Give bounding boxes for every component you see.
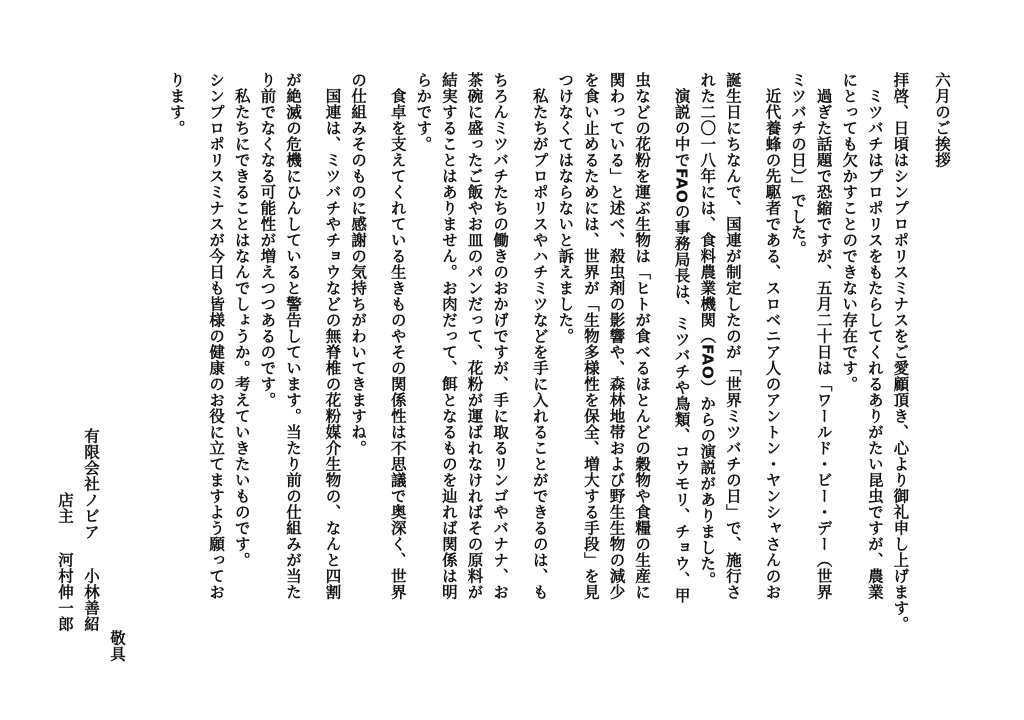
signature-block — [52, 422, 130, 662]
signer-title: 店主 — [56, 492, 74, 524]
paragraph-line: 近代養蜂の先駆者である、スロベニア人のアントン・ヤンシャさんのお — [763, 88, 782, 600]
paragraph-line: れた二〇一八年には、食料農業機関（FAO）からの演説がありました。 — [698, 72, 717, 588]
letter-body — [163, 72, 954, 672]
paragraph-line: 過ぎた話題で恐縮ですが、五月二十日は「ワールド・ビー・デー（世界 — [814, 88, 833, 600]
paragraph-line: が絶滅の危機にひんしていると警告しています。当たり前の仕組みが当た — [283, 72, 302, 600]
paragraph-line: 私たちがプロポリスやハチミツなどを手に入れることができるのは、も — [530, 88, 549, 600]
paragraph-line: の仕組みそのものに感謝の気持ちがわいてきますね。 — [349, 72, 368, 456]
name-spacer — [82, 546, 100, 562]
paragraph-line: り前でなくなる可能性が増えつつあるのです。 — [258, 72, 277, 408]
paragraph-line: 拝啓、日頃はシンプロポリスミナスをご愛顧頂き、心より御礼申し上げます。 — [891, 72, 910, 632]
paragraph-line: つけなくてはならないと訴えました。 — [556, 72, 575, 344]
paragraph-line: シンプロポリスミナスが今日も皆様の健康のお役に立てますよう願ってお — [207, 72, 226, 600]
name-spacer — [56, 530, 74, 546]
paragraph-line: らかです。 — [414, 72, 433, 152]
paragraph-line: 茶碗に盛ったご飯やお皿のパンだって、花粉が運ばれなければその原料が — [465, 72, 484, 600]
letter-title: 六月のご挨拶 — [933, 72, 951, 168]
signer-company-line — [78, 422, 104, 662]
paragraph-line: 虫などの花粉を運ぶ生物は「ヒトが食べるほとんどの穀物や食糧の生産に — [633, 72, 652, 600]
paragraph-line: ります。 — [167, 72, 186, 136]
paragraph-line: ミツバチの日）」でした。 — [789, 72, 808, 257]
closing-word: 敬具 — [108, 630, 126, 662]
paragraph-line: 結実することはありません。お肉だって、餌となるものを辿れば関係は明 — [439, 72, 458, 600]
paragraph-line: ちろんミツバチたちの働きのおかげですが、手に取るリンゴやバナナ、お — [491, 72, 510, 600]
paragraph-line: 国連は、ミツバチやチョウなどの無脊椎の花粉媒介生物の、なんと四割 — [323, 88, 342, 600]
paragraph-line: 誕生日にちなんで、国連が制定したのが「世界ミツバチの日」で、施行さ — [723, 72, 742, 600]
paragraph-line: にとっても欠かすことのできない存在です。 — [840, 72, 859, 392]
paragraph-line: 食卓を支えてくれている生きものやその関係性は不思議で奥深く、世界 — [388, 88, 407, 600]
paragraph-line: を食い止めるためには、世界が「生物多様性を保全、増大する手段」を見 — [581, 72, 600, 600]
paragraph-line: ミツバチはプロポリスをもたらしてくれるありがたい昆虫ですが、農業 — [865, 88, 884, 600]
paragraph-line: 関わっている」と述べ、殺虫剤の影響や、森林地帯および野生生物の減少 — [607, 72, 626, 600]
signer-owner-line — [52, 422, 78, 662]
signer-name: 河村伸一郎 — [56, 551, 74, 632]
paragraph-line: 演説の中でFAOの事務局長は、ミツバチや鳥類、コウモリ、チョウ、甲 — [672, 88, 691, 604]
company-name: 有限会社ノビア — [82, 428, 100, 540]
signer-name: 小林善紹 — [82, 567, 100, 632]
paragraph-line: 私たちにできることはなんでしょうか。考えていきたいものです。 — [232, 88, 251, 568]
